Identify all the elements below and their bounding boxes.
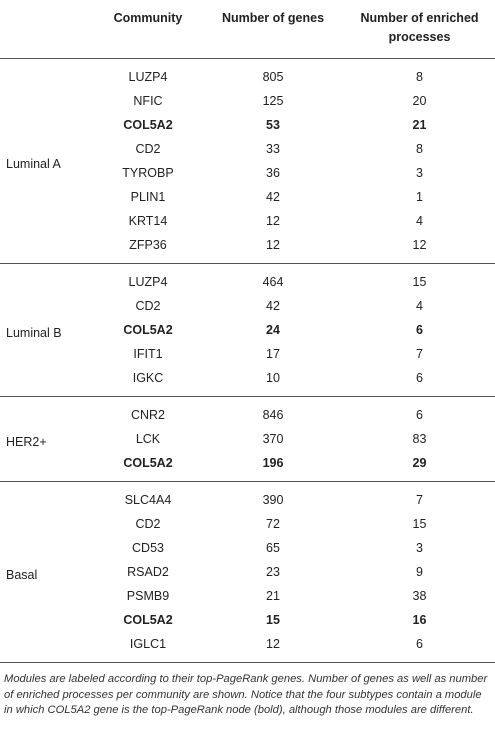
processes-cell: 4 xyxy=(416,214,423,228)
genes-cell: 36 xyxy=(266,166,280,180)
header-number-of-genes: Number of genes xyxy=(221,11,325,25)
genes-cell: 370 xyxy=(262,432,284,446)
processes-cell: 12 xyxy=(412,238,427,252)
genes-cell: 15 xyxy=(266,613,280,627)
genes-cell: 42 xyxy=(266,299,280,313)
processes-cell: 3 xyxy=(416,541,423,555)
processes-cell: 7 xyxy=(416,493,423,507)
community-cell: LCK xyxy=(135,432,161,446)
header-subtype xyxy=(0,0,94,59)
genes-cell: 17 xyxy=(266,347,280,361)
community-cell: TYROBP xyxy=(122,166,174,180)
header-community: Community xyxy=(113,11,183,25)
community-cell: NFIC xyxy=(133,94,163,108)
community-cell: LUZP4 xyxy=(128,70,168,84)
genes-cell: 65 xyxy=(266,541,280,555)
header-number-of-enriched-processes: Number of enriched processes xyxy=(360,11,479,44)
processes-cell: 6 xyxy=(416,371,423,385)
genes-cell: 390 xyxy=(262,493,284,507)
processes-cell: 8 xyxy=(416,70,423,84)
processes-cell: 38 xyxy=(412,589,427,603)
subtype-label: Basal xyxy=(6,568,38,582)
subtype-label: HER2+ xyxy=(6,435,47,449)
community-cell: COL5A2 xyxy=(123,456,173,470)
genes-cell: 12 xyxy=(266,637,280,651)
community-cell: IGKC xyxy=(132,371,164,385)
community-cell: IGLC1 xyxy=(129,637,167,651)
processes-cell: 83 xyxy=(412,432,427,446)
community-cell: KRT14 xyxy=(128,214,168,228)
processes-cell: 15 xyxy=(412,517,427,531)
genes-cell: 53 xyxy=(266,118,280,132)
processes-cell: 6 xyxy=(416,408,423,422)
community-cell: CD2 xyxy=(135,299,161,313)
genes-cell: 24 xyxy=(266,323,280,337)
genes-cell: 33 xyxy=(266,142,280,156)
genes-cell: 23 xyxy=(266,565,280,579)
table-row xyxy=(0,482,495,513)
genes-cell: 805 xyxy=(262,70,284,84)
genes-cell: 464 xyxy=(262,275,284,289)
community-cell: CD2 xyxy=(135,517,161,531)
processes-cell: 29 xyxy=(412,456,427,470)
processes-cell: 7 xyxy=(416,347,423,361)
processes-cell: 21 xyxy=(412,118,427,132)
community-cell: CNR2 xyxy=(130,408,166,422)
community-cell: SLC4A4 xyxy=(124,493,172,507)
subtype-group xyxy=(0,264,495,397)
processes-cell: 16 xyxy=(412,613,427,627)
processes-cell: 15 xyxy=(412,275,427,289)
community-cell: LUZP4 xyxy=(128,275,168,289)
processes-cell: 3 xyxy=(416,166,423,180)
table-row xyxy=(0,397,495,428)
processes-cell: 6 xyxy=(416,637,423,651)
genes-cell: 12 xyxy=(266,214,280,228)
community-cell: ZFP36 xyxy=(129,238,167,252)
community-cell: PLIN1 xyxy=(130,190,166,204)
community-cell: IFIT1 xyxy=(133,347,163,361)
genes-cell: 125 xyxy=(262,94,284,108)
genes-cell: 10 xyxy=(266,371,280,385)
genes-cell: 21 xyxy=(266,589,280,603)
subtype-group xyxy=(0,482,495,663)
table-header xyxy=(0,0,495,59)
genes-cell: 846 xyxy=(262,408,284,422)
genes-cell: 12 xyxy=(266,238,280,252)
community-cell: COL5A2 xyxy=(123,118,173,132)
table-row xyxy=(0,59,495,90)
processes-cell: 1 xyxy=(416,190,423,204)
community-cell: RSAD2 xyxy=(127,565,169,579)
genes-cell: 196 xyxy=(262,456,284,470)
community-cell: CD2 xyxy=(135,142,161,156)
subtype-label: Luminal B xyxy=(6,326,62,340)
processes-cell: 4 xyxy=(416,299,423,313)
processes-cell: 9 xyxy=(416,565,423,579)
subtype-group xyxy=(0,397,495,482)
genes-cell: 42 xyxy=(266,190,280,204)
community-cell: COL5A2 xyxy=(123,613,173,627)
subtype-group xyxy=(0,59,495,264)
community-cell: PSMB9 xyxy=(126,589,170,603)
processes-cell: 20 xyxy=(412,94,427,108)
community-cell: COL5A2 xyxy=(123,323,173,337)
processes-cell: 8 xyxy=(416,142,423,156)
processes-cell: 6 xyxy=(416,323,423,337)
table-caption: Modules are labeled according to their top-PageRank genes. Number of genes as well as number of enriched processes per community are shown. Notice that the four subtypes contain a module in which COL5A2 gene is the top-PageRank node (bold), although those modules are different. xyxy=(4,673,488,716)
subtype-label: Luminal A xyxy=(6,157,61,171)
community-cell: CD53 xyxy=(132,541,164,555)
table-row xyxy=(0,264,495,295)
genes-cell: 72 xyxy=(266,517,280,531)
